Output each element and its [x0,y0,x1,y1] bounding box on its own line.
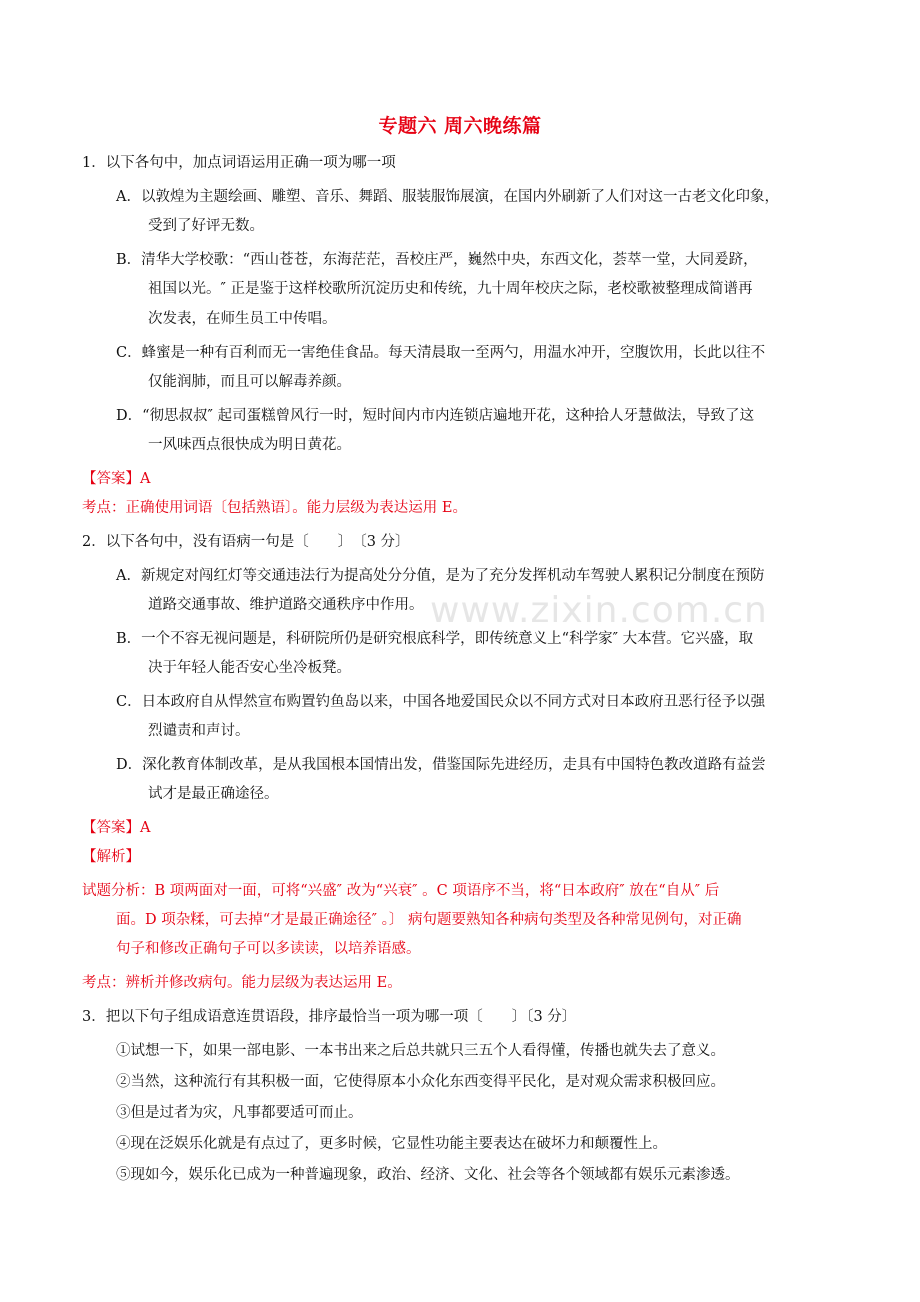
q2-jiexi-heading: 【解析】 [82,849,140,865]
q1-option-a-line2: 受到了好评无数。 [148,218,264,234]
q2-kaodian: 考点：辨析并修改病句。能力层级为表达运用 E。 [82,975,402,991]
q2-analysis-line1: 试题分析：B 项两面对一面，可将“兴盛″ 改为“兴衰″ 。C 项语序不当，将“日本政府″ 放在“自从″ 后 [82,883,720,899]
question-3-stem: 3．把以下句子组成语意连贯语段，排序最恰当一项为哪一项〔 〕〔3 分〕 [82,1009,577,1025]
q1-option-d-line1: D．“彻思叔叔″ 起司蛋糕曾风行一时，短时间内市内连锁店遍地开花，这种拾人牙慧做法，导致了这 [116,408,755,424]
q2-option-c-line2: 烈谴责和声讨。 [148,723,250,739]
q2-answer: 【答案】A [82,820,151,836]
q2-option-b-line1: B．一个不容无视问题是，科研院所仍是研究根底科学，即传统意义上“科学家″ 大本营。它兴盛，取 [116,631,754,647]
q3-sentence-3: ③但是过者为灾，凡事都要适可而止。 [116,1105,363,1121]
q1-option-a-line1: A．以敦煌为主题绘画、雕塑、音乐、舞蹈、服装服饰展演，在国内外刷新了人们对这一古老文化印象， [116,189,779,205]
q1-kaodian: 考点：正确使用词语〔包括熟语〕。能力层级为表达运用 E。 [82,500,467,516]
q1-option-b-line3: 次发表，在师生员工中传唱。 [148,311,337,327]
q3-sentence-1: ①试想一下，如果一部电影、一本书出来之后总共就只三五个人看得懂，传播也就失去了意义。 [116,1043,725,1059]
question-1-stem: 1．以下各句中，加点词语运用正确一项为哪一项 [82,155,396,171]
q1-option-b-line1: B．清华大学校歌：“西山苍苍，东海茫茫，吾校庄严，巍然中央，东西文化，荟萃一堂，大同爰跻， [116,252,758,268]
q1-option-d-line2: 一风味西点很快成为明日黄花。 [148,437,351,453]
q1-option-b-line2: 祖国以光。″ 正是鉴于这样校歌所沉淀历史和传统，九十周年校庆之际，老校歌被整理成简谱再 [148,281,753,297]
q3-sentence-4: ④现在泛娱乐化就是有点过了，更多时候，它显性功能主要表达在破坏力和颠覆性上。 [116,1136,667,1152]
question-2-stem: 2．以下各句中，没有语病一句是〔 〕 〔3 分〕 [82,534,410,550]
q2-option-a-line1: A．新规定对闯红灯等交通违法行为提高处分分值，是为了充分发挥机动车驾驶人累积记分制度在预防 [116,568,765,584]
q3-sentence-2: ②当然，这种流行有其积极一面，它使得原本小众化东西变得平民化，是对观众需求积极回应。 [116,1074,725,1090]
q2-option-b-line2: 决于年轻人能否安心坐冷板凳。 [148,660,351,676]
q1-answer: 【答案】A [82,471,151,487]
q2-option-a-line2: 道路交通事故、维护道路交通秩序中作用。 [148,597,424,613]
q3-sentence-5: ⑤现如今，娱乐化已成为一种普遍现象，政治、经济、文化、社会等各个领域都有娱乐元素渗透。 [116,1167,740,1183]
q2-option-d-line1: D．深化教育体制改革，是从我国根本国情出发，借鉴国际先进经历，走具有中国特色教改道路有益尝 [116,757,766,773]
q2-analysis-line3: 句子和修改正确句子可以多读读，以培养语感。 [116,941,421,957]
q2-analysis-line2: 面。D 项杂糅，可去掉“才是最正确途径″ 。〕 病句题要熟知各种病句类型及各种常见例句，对正确 [116,912,742,928]
q1-option-c-line2: 仅能润肺，而且可以解毒养颜。 [148,374,351,390]
page-title: 专题六 周六晚练篇 [378,115,542,137]
q2-option-d-line2: 试才是最正确途径。 [148,786,279,802]
q2-option-c-line1: C．日本政府自从悍然宣布购置钓鱼岛以来，中国各地爱国民众以不同方式对日本政府丑恶行径予以强 [116,694,766,710]
q1-option-c-line1: C．蜂蜜是一种有百利而无一害绝佳食品。每天清晨取一至两勺，用温水冲开，空腹饮用，长此以往不 [116,345,766,361]
watermark: www.zixin.com.cn [430,590,768,631]
